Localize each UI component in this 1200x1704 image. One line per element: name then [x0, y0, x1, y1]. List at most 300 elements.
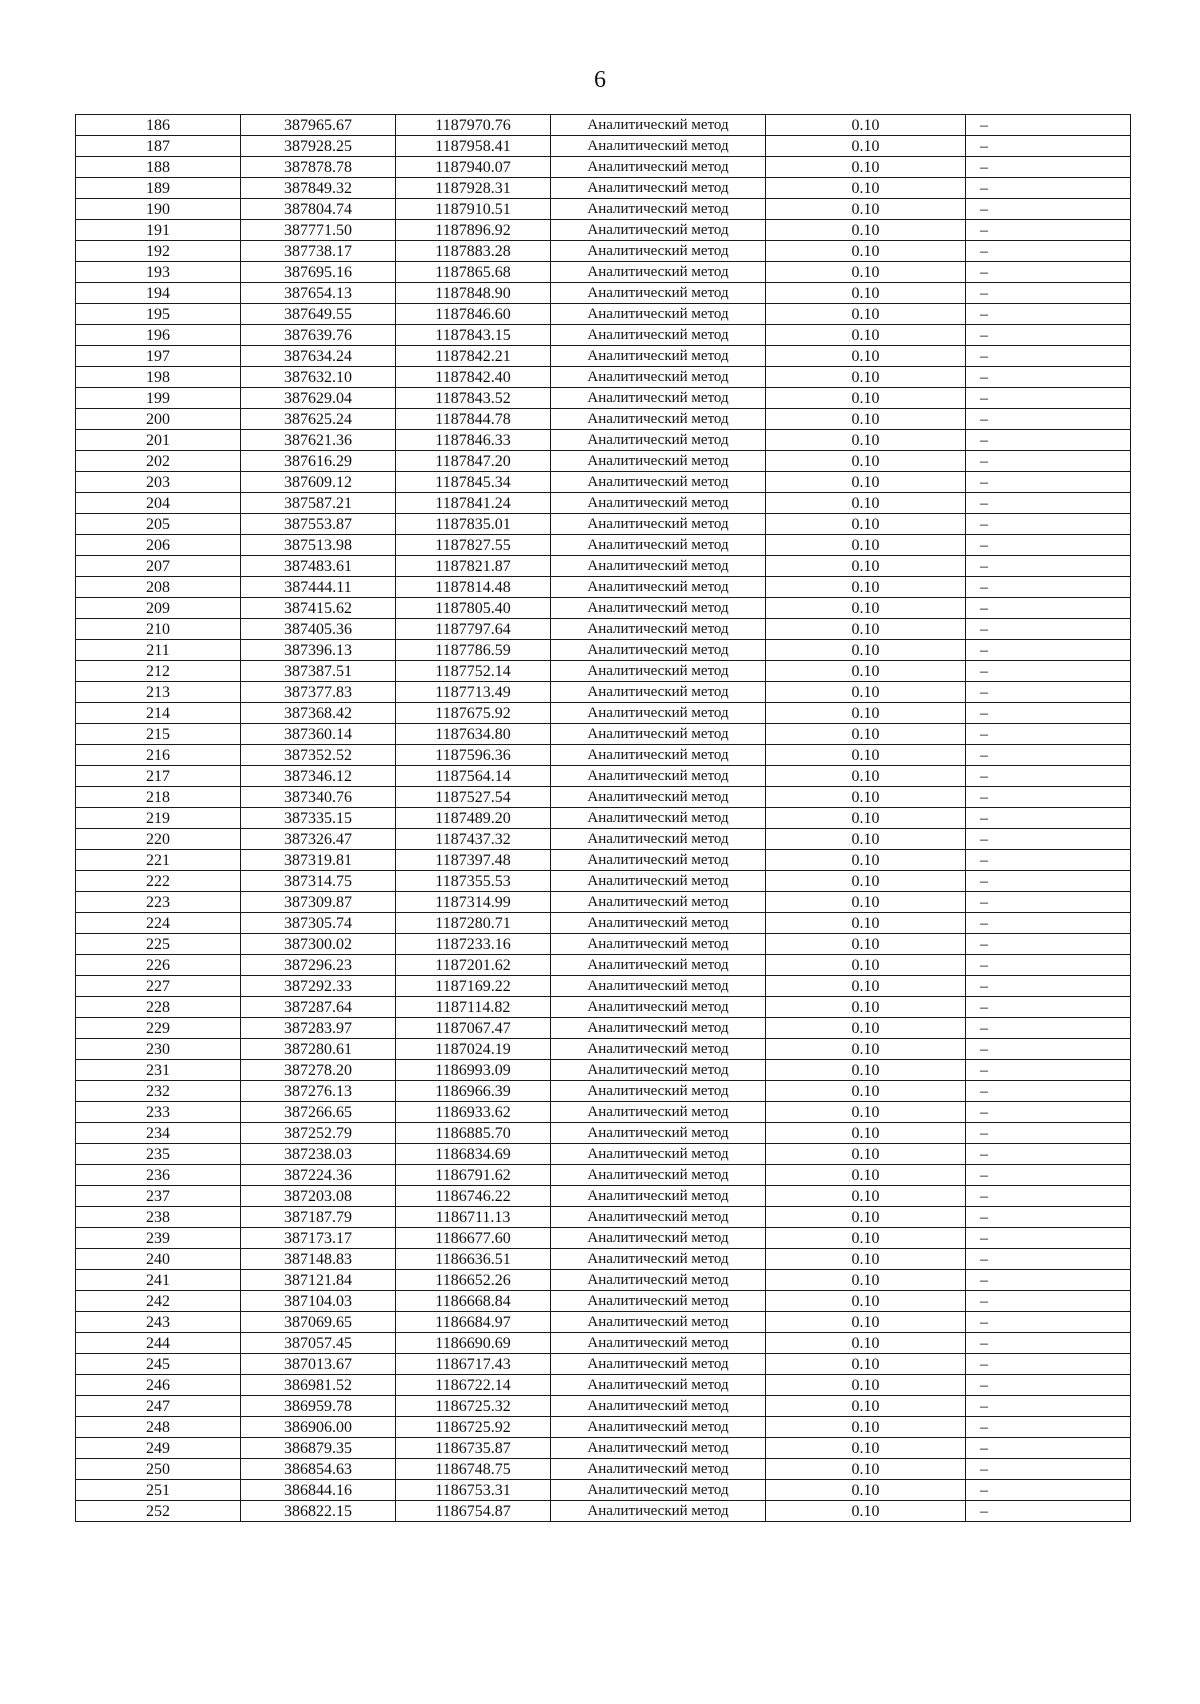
point-number-cell: 199 — [76, 388, 241, 409]
x-coordinate-cell: 387104.03 — [241, 1291, 396, 1312]
dash-cell: – — [966, 1396, 1131, 1417]
accuracy-cell: 0.10 — [766, 1081, 966, 1102]
table-row — [76, 1312, 1131, 1333]
point-number-cell: 241 — [76, 1270, 241, 1291]
y-coordinate-cell: 1186711.13 — [396, 1207, 551, 1228]
table-row — [76, 598, 1131, 619]
dash-cell: – — [966, 1144, 1131, 1165]
accuracy-cell: 0.10 — [766, 829, 966, 850]
method-cell: Аналитический метод — [551, 598, 766, 619]
accuracy-cell: 0.10 — [766, 325, 966, 346]
accuracy-cell: 0.10 — [766, 1459, 966, 1480]
dash-cell: – — [966, 850, 1131, 871]
x-coordinate-cell: 387278.20 — [241, 1060, 396, 1081]
point-number-cell: 212 — [76, 661, 241, 682]
method-cell: Аналитический метод — [551, 997, 766, 1018]
x-coordinate-cell: 386879.35 — [241, 1438, 396, 1459]
method-cell: Аналитический метод — [551, 220, 766, 241]
dash-cell: – — [966, 472, 1131, 493]
y-coordinate-cell: 1186652.26 — [396, 1270, 551, 1291]
x-coordinate-cell: 387148.83 — [241, 1249, 396, 1270]
dash-cell: – — [966, 1207, 1131, 1228]
accuracy-cell: 0.10 — [766, 808, 966, 829]
point-number-cell: 224 — [76, 913, 241, 934]
y-coordinate-cell: 1186717.43 — [396, 1354, 551, 1375]
accuracy-cell: 0.10 — [766, 1102, 966, 1123]
accuracy-cell: 0.10 — [766, 115, 966, 136]
accuracy-cell: 0.10 — [766, 619, 966, 640]
x-coordinate-cell: 387878.78 — [241, 157, 396, 178]
table-row — [76, 808, 1131, 829]
point-number-cell: 216 — [76, 745, 241, 766]
table-row — [76, 913, 1131, 934]
method-cell: Аналитический метод — [551, 556, 766, 577]
point-number-cell: 236 — [76, 1165, 241, 1186]
x-coordinate-cell: 387632.10 — [241, 367, 396, 388]
dash-cell: – — [966, 808, 1131, 829]
table-row — [76, 619, 1131, 640]
method-cell: Аналитический метод — [551, 262, 766, 283]
table-row — [76, 1438, 1131, 1459]
dash-cell: – — [966, 514, 1131, 535]
dash-cell: – — [966, 703, 1131, 724]
accuracy-cell: 0.10 — [766, 661, 966, 682]
dash-cell: – — [966, 1165, 1131, 1186]
accuracy-cell: 0.10 — [766, 1396, 966, 1417]
table-row — [76, 1396, 1131, 1417]
method-cell: Аналитический метод — [551, 1375, 766, 1396]
x-coordinate-cell: 387305.74 — [241, 913, 396, 934]
accuracy-cell: 0.10 — [766, 766, 966, 787]
method-cell: Аналитический метод — [551, 514, 766, 535]
x-coordinate-cell: 387287.64 — [241, 997, 396, 1018]
x-coordinate-cell: 387203.08 — [241, 1186, 396, 1207]
accuracy-cell: 0.10 — [766, 241, 966, 262]
x-coordinate-cell: 387965.67 — [241, 115, 396, 136]
x-coordinate-cell: 387296.23 — [241, 955, 396, 976]
x-coordinate-cell: 387326.47 — [241, 829, 396, 850]
accuracy-cell: 0.10 — [766, 1249, 966, 1270]
accuracy-cell: 0.10 — [766, 913, 966, 934]
dash-cell: – — [966, 976, 1131, 997]
method-cell: Аналитический метод — [551, 829, 766, 850]
dash-cell: – — [966, 997, 1131, 1018]
dash-cell: – — [966, 682, 1131, 703]
point-number-cell: 239 — [76, 1228, 241, 1249]
method-cell: Аналитический метод — [551, 1165, 766, 1186]
y-coordinate-cell: 1186690.69 — [396, 1333, 551, 1354]
accuracy-cell: 0.10 — [766, 1039, 966, 1060]
point-number-cell: 233 — [76, 1102, 241, 1123]
method-cell: Аналитический метод — [551, 409, 766, 430]
point-number-cell: 225 — [76, 934, 241, 955]
y-coordinate-cell: 1186735.87 — [396, 1438, 551, 1459]
table-row — [76, 892, 1131, 913]
x-coordinate-cell: 386906.00 — [241, 1417, 396, 1438]
y-coordinate-cell: 1187634.80 — [396, 724, 551, 745]
coordinates-table — [75, 114, 1131, 1522]
dash-cell: – — [966, 1039, 1131, 1060]
dash-cell: – — [966, 1102, 1131, 1123]
y-coordinate-cell: 1187713.49 — [396, 682, 551, 703]
dash-cell: – — [966, 535, 1131, 556]
y-coordinate-cell: 1186722.14 — [396, 1375, 551, 1396]
dash-cell: – — [966, 1249, 1131, 1270]
dash-cell: – — [966, 325, 1131, 346]
x-coordinate-cell: 387444.11 — [241, 577, 396, 598]
method-cell: Аналитический метод — [551, 325, 766, 346]
y-coordinate-cell: 1187865.68 — [396, 262, 551, 283]
dash-cell: – — [966, 1270, 1131, 1291]
point-number-cell: 228 — [76, 997, 241, 1018]
dash-cell: – — [966, 619, 1131, 640]
x-coordinate-cell: 387738.17 — [241, 241, 396, 262]
method-cell: Аналитический метод — [551, 1459, 766, 1480]
x-coordinate-cell: 387292.33 — [241, 976, 396, 997]
y-coordinate-cell: 1187786.59 — [396, 640, 551, 661]
table-row — [76, 577, 1131, 598]
dash-cell: – — [966, 388, 1131, 409]
method-cell: Аналитический метод — [551, 1333, 766, 1354]
y-coordinate-cell: 1186725.92 — [396, 1417, 551, 1438]
point-number-cell: 246 — [76, 1375, 241, 1396]
table-row — [76, 1333, 1131, 1354]
dash-cell: – — [966, 346, 1131, 367]
accuracy-cell: 0.10 — [766, 1501, 966, 1522]
x-coordinate-cell: 387649.55 — [241, 304, 396, 325]
point-number-cell: 230 — [76, 1039, 241, 1060]
table-row — [76, 724, 1131, 745]
method-cell: Аналитический метод — [551, 577, 766, 598]
x-coordinate-cell: 387405.36 — [241, 619, 396, 640]
table-row — [76, 745, 1131, 766]
dash-cell: – — [966, 934, 1131, 955]
method-cell: Аналитический метод — [551, 1060, 766, 1081]
dash-cell: – — [966, 1480, 1131, 1501]
method-cell: Аналитический метод — [551, 367, 766, 388]
x-coordinate-cell: 387309.87 — [241, 892, 396, 913]
point-number-cell: 213 — [76, 682, 241, 703]
table-row — [76, 1081, 1131, 1102]
y-coordinate-cell: 1187827.55 — [396, 535, 551, 556]
x-coordinate-cell: 387013.67 — [241, 1354, 396, 1375]
y-coordinate-cell: 1187814.48 — [396, 577, 551, 598]
accuracy-cell: 0.10 — [766, 346, 966, 367]
accuracy-cell: 0.10 — [766, 1417, 966, 1438]
dash-cell: – — [966, 871, 1131, 892]
y-coordinate-cell: 1187564.14 — [396, 766, 551, 787]
method-cell: Аналитический метод — [551, 535, 766, 556]
dash-cell: – — [966, 409, 1131, 430]
method-cell: Аналитический метод — [551, 955, 766, 976]
y-coordinate-cell: 1186966.39 — [396, 1081, 551, 1102]
point-number-cell: 249 — [76, 1438, 241, 1459]
point-number-cell: 201 — [76, 430, 241, 451]
method-cell: Аналитический метод — [551, 745, 766, 766]
table-row — [76, 262, 1131, 283]
method-cell: Аналитический метод — [551, 976, 766, 997]
y-coordinate-cell: 1186834.69 — [396, 1144, 551, 1165]
method-cell: Аналитический метод — [551, 241, 766, 262]
y-coordinate-cell: 1187841.24 — [396, 493, 551, 514]
y-coordinate-cell: 1187752.14 — [396, 661, 551, 682]
y-coordinate-cell: 1186791.62 — [396, 1165, 551, 1186]
y-coordinate-cell: 1187169.22 — [396, 976, 551, 997]
dash-cell: – — [966, 1375, 1131, 1396]
dash-cell: – — [966, 913, 1131, 934]
y-coordinate-cell: 1186746.22 — [396, 1186, 551, 1207]
method-cell: Аналитический метод — [551, 892, 766, 913]
accuracy-cell: 0.10 — [766, 955, 966, 976]
table-row — [76, 1018, 1131, 1039]
y-coordinate-cell: 1187835.01 — [396, 514, 551, 535]
point-number-cell: 215 — [76, 724, 241, 745]
y-coordinate-cell: 1187024.19 — [396, 1039, 551, 1060]
dash-cell: – — [966, 1417, 1131, 1438]
point-number-cell: 214 — [76, 703, 241, 724]
accuracy-cell: 0.10 — [766, 1375, 966, 1396]
method-cell: Аналитический метод — [551, 850, 766, 871]
table-row — [76, 1123, 1131, 1144]
point-number-cell: 204 — [76, 493, 241, 514]
point-number-cell: 220 — [76, 829, 241, 850]
method-cell: Аналитический метод — [551, 493, 766, 514]
x-coordinate-cell: 387368.42 — [241, 703, 396, 724]
method-cell: Аналитический метод — [551, 1039, 766, 1060]
x-coordinate-cell: 387057.45 — [241, 1333, 396, 1354]
accuracy-cell: 0.10 — [766, 1165, 966, 1186]
y-coordinate-cell: 1187233.16 — [396, 934, 551, 955]
y-coordinate-cell: 1187843.52 — [396, 388, 551, 409]
dash-cell: – — [966, 262, 1131, 283]
dash-cell: – — [966, 640, 1131, 661]
method-cell: Аналитический метод — [551, 1291, 766, 1312]
table-row — [76, 1249, 1131, 1270]
accuracy-cell: 0.10 — [766, 1144, 966, 1165]
y-coordinate-cell: 1187675.92 — [396, 703, 551, 724]
x-coordinate-cell: 387360.14 — [241, 724, 396, 745]
x-coordinate-cell: 386844.16 — [241, 1480, 396, 1501]
point-number-cell: 202 — [76, 451, 241, 472]
accuracy-cell: 0.10 — [766, 430, 966, 451]
table-row — [76, 409, 1131, 430]
table-row — [76, 1375, 1131, 1396]
method-cell: Аналитический метод — [551, 1081, 766, 1102]
table-row — [76, 178, 1131, 199]
method-cell: Аналитический метод — [551, 136, 766, 157]
method-cell: Аналитический метод — [551, 1186, 766, 1207]
y-coordinate-cell: 1187883.28 — [396, 241, 551, 262]
y-coordinate-cell: 1186684.97 — [396, 1312, 551, 1333]
dash-cell: – — [966, 283, 1131, 304]
accuracy-cell: 0.10 — [766, 283, 966, 304]
point-number-cell: 237 — [76, 1186, 241, 1207]
point-number-cell: 203 — [76, 472, 241, 493]
y-coordinate-cell: 1186754.87 — [396, 1501, 551, 1522]
point-number-cell: 250 — [76, 1459, 241, 1480]
dash-cell: – — [966, 577, 1131, 598]
dash-cell: – — [966, 220, 1131, 241]
point-number-cell: 226 — [76, 955, 241, 976]
table-row — [76, 955, 1131, 976]
method-cell: Аналитический метод — [551, 283, 766, 304]
table-row — [76, 325, 1131, 346]
method-cell: Аналитический метод — [551, 199, 766, 220]
dash-cell: – — [966, 556, 1131, 577]
table-row — [76, 199, 1131, 220]
y-coordinate-cell: 1187821.87 — [396, 556, 551, 577]
accuracy-cell: 0.10 — [766, 157, 966, 178]
accuracy-cell: 0.10 — [766, 640, 966, 661]
point-number-cell: 189 — [76, 178, 241, 199]
dash-cell: – — [966, 199, 1131, 220]
y-coordinate-cell: 1186748.75 — [396, 1459, 551, 1480]
method-cell: Аналитический метод — [551, 934, 766, 955]
table-row — [76, 850, 1131, 871]
point-number-cell: 238 — [76, 1207, 241, 1228]
point-number-cell: 211 — [76, 640, 241, 661]
method-cell: Аналитический метод — [551, 1144, 766, 1165]
accuracy-cell: 0.10 — [766, 556, 966, 577]
x-coordinate-cell: 387513.98 — [241, 535, 396, 556]
dash-cell: – — [966, 1186, 1131, 1207]
y-coordinate-cell: 1186725.32 — [396, 1396, 551, 1417]
x-coordinate-cell: 387280.61 — [241, 1039, 396, 1060]
y-coordinate-cell: 1186677.60 — [396, 1228, 551, 1249]
table-row — [76, 241, 1131, 262]
dash-cell: – — [966, 115, 1131, 136]
table-row — [76, 1165, 1131, 1186]
accuracy-cell: 0.10 — [766, 850, 966, 871]
x-coordinate-cell: 387629.04 — [241, 388, 396, 409]
point-number-cell: 218 — [76, 787, 241, 808]
accuracy-cell: 0.10 — [766, 409, 966, 430]
table-row — [76, 451, 1131, 472]
y-coordinate-cell: 1187805.40 — [396, 598, 551, 619]
x-coordinate-cell: 387377.83 — [241, 682, 396, 703]
table-row — [76, 661, 1131, 682]
table-row — [76, 1291, 1131, 1312]
accuracy-cell: 0.10 — [766, 577, 966, 598]
accuracy-cell: 0.10 — [766, 1186, 966, 1207]
point-number-cell: 210 — [76, 619, 241, 640]
table-row — [76, 283, 1131, 304]
point-number-cell: 242 — [76, 1291, 241, 1312]
accuracy-cell: 0.10 — [766, 598, 966, 619]
y-coordinate-cell: 1187397.48 — [396, 850, 551, 871]
table-row — [76, 514, 1131, 535]
y-coordinate-cell: 1187910.51 — [396, 199, 551, 220]
accuracy-cell: 0.10 — [766, 451, 966, 472]
method-cell: Аналитический метод — [551, 682, 766, 703]
table-row — [76, 766, 1131, 787]
table-row — [76, 472, 1131, 493]
x-coordinate-cell: 387616.29 — [241, 451, 396, 472]
y-coordinate-cell: 1187355.53 — [396, 871, 551, 892]
method-cell: Аналитический метод — [551, 388, 766, 409]
table-row — [76, 220, 1131, 241]
accuracy-cell: 0.10 — [766, 1123, 966, 1144]
dash-cell: – — [966, 493, 1131, 514]
table-row — [76, 1186, 1131, 1207]
x-coordinate-cell: 387639.76 — [241, 325, 396, 346]
x-coordinate-cell: 387121.84 — [241, 1270, 396, 1291]
dash-cell: – — [966, 892, 1131, 913]
accuracy-cell: 0.10 — [766, 976, 966, 997]
accuracy-cell: 0.10 — [766, 1291, 966, 1312]
point-number-cell: 209 — [76, 598, 241, 619]
dash-cell: – — [966, 136, 1131, 157]
point-number-cell: 244 — [76, 1333, 241, 1354]
dash-cell: – — [966, 304, 1131, 325]
page-number: 6 — [594, 67, 606, 93]
y-coordinate-cell: 1187846.33 — [396, 430, 551, 451]
x-coordinate-cell: 387224.36 — [241, 1165, 396, 1186]
y-coordinate-cell: 1186933.62 — [396, 1102, 551, 1123]
point-number-cell: 186 — [76, 115, 241, 136]
method-cell: Аналитический метод — [551, 787, 766, 808]
x-coordinate-cell: 387352.52 — [241, 745, 396, 766]
x-coordinate-cell: 386981.52 — [241, 1375, 396, 1396]
point-number-cell: 193 — [76, 262, 241, 283]
x-coordinate-cell: 387266.65 — [241, 1102, 396, 1123]
method-cell: Аналитический метод — [551, 1018, 766, 1039]
dash-cell: – — [966, 367, 1131, 388]
method-cell: Аналитический метод — [551, 808, 766, 829]
accuracy-cell: 0.10 — [766, 1312, 966, 1333]
table-row — [76, 1207, 1131, 1228]
accuracy-cell: 0.10 — [766, 1270, 966, 1291]
y-coordinate-cell: 1187845.34 — [396, 472, 551, 493]
accuracy-cell: 0.10 — [766, 1018, 966, 1039]
method-cell: Аналитический метод — [551, 1396, 766, 1417]
table-row — [76, 1501, 1131, 1522]
x-coordinate-cell: 387695.16 — [241, 262, 396, 283]
y-coordinate-cell: 1187970.76 — [396, 115, 551, 136]
method-cell: Аналитический метод — [551, 640, 766, 661]
point-number-cell: 195 — [76, 304, 241, 325]
point-number-cell: 200 — [76, 409, 241, 430]
accuracy-cell: 0.10 — [766, 178, 966, 199]
y-coordinate-cell: 1187596.36 — [396, 745, 551, 766]
table-row — [76, 535, 1131, 556]
point-number-cell: 198 — [76, 367, 241, 388]
accuracy-cell: 0.10 — [766, 220, 966, 241]
table-row — [76, 1480, 1131, 1501]
table-row — [76, 157, 1131, 178]
table-row — [76, 787, 1131, 808]
point-number-cell: 221 — [76, 850, 241, 871]
y-coordinate-cell: 1187842.40 — [396, 367, 551, 388]
x-coordinate-cell: 387804.74 — [241, 199, 396, 220]
x-coordinate-cell: 387069.65 — [241, 1312, 396, 1333]
point-number-cell: 251 — [76, 1480, 241, 1501]
y-coordinate-cell: 1187896.92 — [396, 220, 551, 241]
x-coordinate-cell: 387928.25 — [241, 136, 396, 157]
accuracy-cell: 0.10 — [766, 892, 966, 913]
dash-cell: – — [966, 1081, 1131, 1102]
method-cell: Аналитический метод — [551, 661, 766, 682]
dash-cell: – — [966, 829, 1131, 850]
method-cell: Аналитический метод — [551, 1501, 766, 1522]
dash-cell: – — [966, 1312, 1131, 1333]
point-number-cell: 240 — [76, 1249, 241, 1270]
y-coordinate-cell: 1187797.64 — [396, 619, 551, 640]
point-number-cell: 191 — [76, 220, 241, 241]
table-row — [76, 703, 1131, 724]
point-number-cell: 229 — [76, 1018, 241, 1039]
y-coordinate-cell: 1187848.90 — [396, 283, 551, 304]
